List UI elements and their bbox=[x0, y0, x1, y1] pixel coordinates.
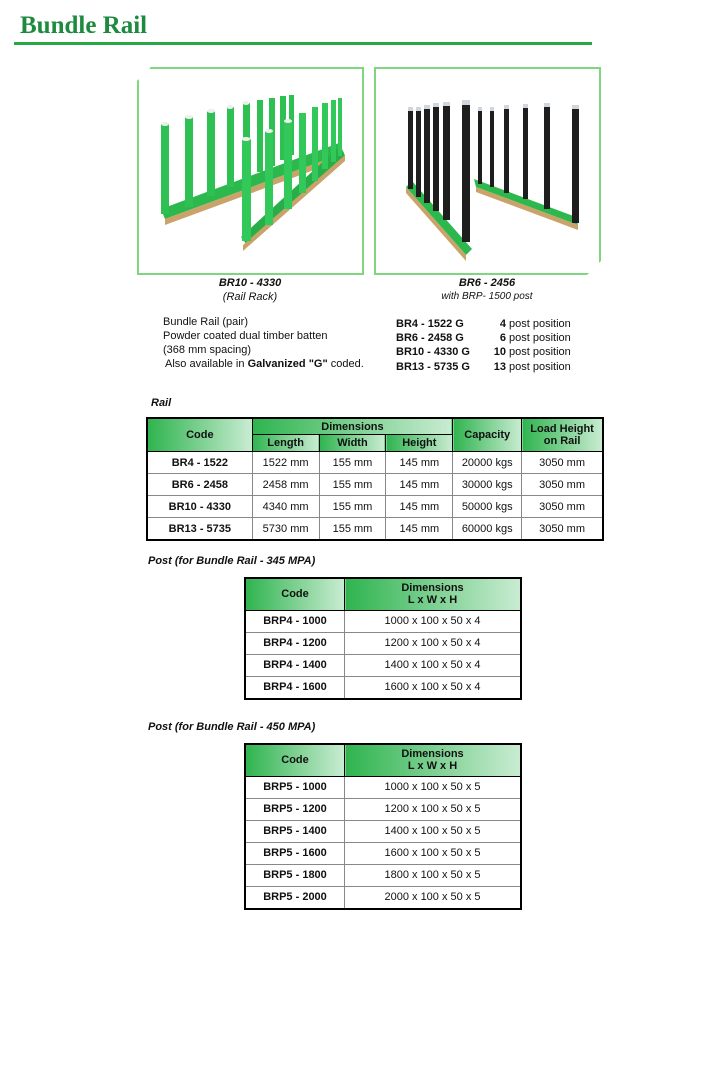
post345-section-title: Post (for Bundle Rail - 345 MPA) bbox=[148, 555, 316, 567]
cell-capacity: 30000 kgs bbox=[453, 474, 522, 496]
cell-code: BRP4 - 1200 bbox=[245, 632, 345, 654]
cell-dimensions: 1200 x 100 x 50 x 4 bbox=[345, 632, 522, 654]
model-code: BR4 - 1522 G bbox=[396, 318, 464, 330]
cell-code: BR10 - 4330 bbox=[147, 496, 252, 518]
table-row bbox=[245, 798, 521, 820]
header-dimensions bbox=[345, 744, 522, 776]
cell-load: 3050 mm bbox=[522, 518, 603, 541]
table-row bbox=[245, 820, 521, 842]
header-dimensions bbox=[345, 578, 522, 610]
photo2-code: BR6 - 2456 bbox=[458, 277, 516, 289]
post-label: post position bbox=[509, 332, 571, 344]
table-row bbox=[147, 452, 603, 474]
cell-height: 145 mm bbox=[386, 452, 453, 474]
post-label: post position bbox=[509, 318, 571, 330]
table-row bbox=[245, 886, 521, 909]
cell-length: 2458 mm bbox=[252, 474, 319, 496]
cell-dimensions: 1400 x 100 x 50 x 5 bbox=[345, 820, 522, 842]
cell-code: BRP4 - 1000 bbox=[245, 610, 345, 632]
description-line: (368 mm spacing) bbox=[163, 344, 252, 356]
cell-length: 1522 mm bbox=[252, 452, 319, 474]
table-row bbox=[245, 776, 521, 798]
post-count: 13 bbox=[493, 361, 506, 373]
cell-capacity: 20000 kgs bbox=[453, 452, 522, 474]
title-divider bbox=[14, 42, 592, 45]
cell-width: 155 mm bbox=[319, 452, 386, 474]
cell-height: 145 mm bbox=[386, 474, 453, 496]
cell-load: 3050 mm bbox=[522, 496, 603, 518]
table-row bbox=[147, 474, 603, 496]
cell-code: BRP5 - 1200 bbox=[245, 798, 345, 820]
header-length: Length bbox=[252, 435, 319, 452]
table-row bbox=[245, 864, 521, 886]
cell-length: 4340 mm bbox=[252, 496, 319, 518]
photo1-code: BR10 - 4330 bbox=[218, 277, 282, 289]
post-count: 4 bbox=[499, 318, 506, 330]
description-galvanized bbox=[165, 358, 364, 370]
model-code: BR10 - 4330 G bbox=[396, 346, 470, 358]
header-lwh: L x W x H bbox=[407, 760, 458, 773]
table-row bbox=[147, 496, 603, 518]
text-fragment: Also available in bbox=[165, 358, 248, 370]
table-row bbox=[245, 632, 521, 654]
cell-code: BRP4 - 1600 bbox=[245, 676, 345, 699]
cell-code: BRP5 - 1600 bbox=[245, 842, 345, 864]
photo1-subtitle: (Rail Rack) bbox=[222, 291, 278, 303]
galvanized-label: Galvanized "G" bbox=[247, 358, 328, 370]
photo-black-post-rack bbox=[374, 67, 601, 275]
table-row bbox=[245, 842, 521, 864]
post345-table bbox=[244, 577, 522, 700]
header-code: Code bbox=[147, 418, 252, 452]
model-code: BR6 - 2458 G bbox=[396, 332, 464, 344]
cell-dimensions: 1000 x 100 x 50 x 5 bbox=[345, 776, 522, 798]
cell-code: BR4 - 1522 bbox=[147, 452, 252, 474]
header-height: Height bbox=[386, 435, 453, 452]
table-row bbox=[147, 518, 603, 541]
cell-code: BRP5 - 1000 bbox=[245, 776, 345, 798]
cell-width: 155 mm bbox=[319, 474, 386, 496]
cell-width: 155 mm bbox=[319, 496, 386, 518]
cell-load: 3050 mm bbox=[522, 474, 603, 496]
rail-section-title: Rail bbox=[151, 397, 172, 409]
header-dimensions-label: Dimensions bbox=[401, 582, 464, 595]
cell-dimensions: 1400 x 100 x 50 x 4 bbox=[345, 654, 522, 676]
cell-dimensions: 1200 x 100 x 50 x 5 bbox=[345, 798, 522, 820]
header-code: Code bbox=[245, 744, 345, 776]
header-capacity: Capacity bbox=[453, 418, 522, 452]
cell-code: BR13 - 5735 bbox=[147, 518, 252, 541]
post450-table bbox=[244, 743, 522, 910]
cell-code: BRP5 - 1400 bbox=[245, 820, 345, 842]
header-code: Code bbox=[245, 578, 345, 610]
header-load-height: Load Height on Rail bbox=[522, 418, 603, 452]
cell-dimensions: 1800 x 100 x 50 x 5 bbox=[345, 864, 522, 886]
cell-height: 145 mm bbox=[386, 496, 453, 518]
cell-capacity: 50000 kgs bbox=[453, 496, 522, 518]
header-dimensions-label: Dimensions bbox=[401, 748, 464, 761]
cell-load: 3050 mm bbox=[522, 452, 603, 474]
post-label: post position bbox=[509, 361, 571, 373]
post-label: post position bbox=[509, 346, 571, 358]
cell-code: BRP5 - 2000 bbox=[245, 886, 345, 909]
header-lwh: L x W x H bbox=[407, 594, 458, 607]
table-row bbox=[245, 610, 521, 632]
description-line: Powder coated dual timber batten bbox=[163, 330, 328, 342]
table-row bbox=[245, 676, 521, 699]
model-code: BR13 - 5735 G bbox=[396, 361, 470, 373]
photo-rail-rack bbox=[137, 67, 364, 275]
rail-table bbox=[146, 417, 604, 541]
page-title: Bundle Rail bbox=[20, 12, 148, 39]
cell-code: BRP5 - 1800 bbox=[245, 864, 345, 886]
post-count: 6 bbox=[499, 332, 506, 344]
cell-height: 145 mm bbox=[386, 518, 453, 541]
post450-section-title: Post (for Bundle Rail - 450 MPA) bbox=[148, 721, 316, 733]
cell-code: BRP4 - 1400 bbox=[245, 654, 345, 676]
cell-dimensions: 1600 x 100 x 50 x 4 bbox=[345, 676, 522, 699]
cell-dimensions: 1600 x 100 x 50 x 5 bbox=[345, 842, 522, 864]
cell-code: BR6 - 2458 bbox=[147, 474, 252, 496]
cell-dimensions: 1000 x 100 x 50 x 4 bbox=[345, 610, 522, 632]
cell-dimensions: 2000 x 100 x 50 x 5 bbox=[345, 886, 522, 909]
description-line: Bundle Rail (pair) bbox=[163, 316, 248, 328]
text-fragment: coded. bbox=[327, 358, 364, 370]
cell-width: 155 mm bbox=[319, 518, 386, 541]
cell-length: 5730 mm bbox=[252, 518, 319, 541]
table-row bbox=[245, 654, 521, 676]
header-width: Width bbox=[319, 435, 386, 452]
header-dimensions: Dimensions bbox=[252, 418, 453, 435]
photo2-subtitle: with BRP- 1500 post bbox=[441, 291, 533, 302]
post-count: 10 bbox=[493, 346, 506, 358]
cell-capacity: 60000 kgs bbox=[453, 518, 522, 541]
